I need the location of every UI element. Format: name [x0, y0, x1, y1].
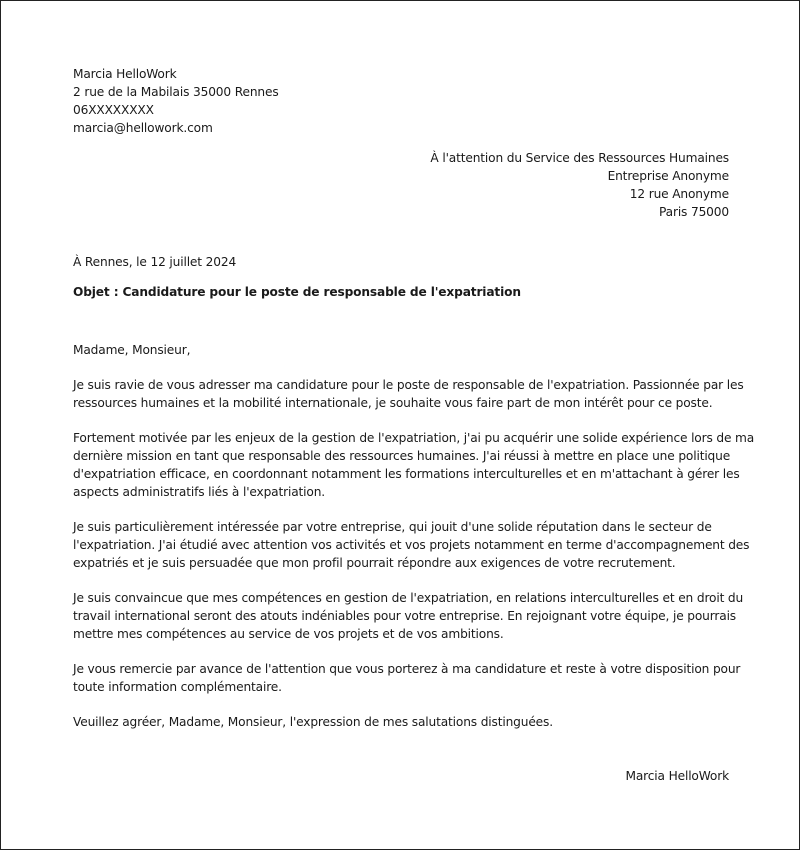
- paragraph-1: [73, 376, 744, 412]
- paragraph-5: [73, 660, 741, 696]
- paragraph-line: ressources humaines et la mobilité internationale, je souhaite vous faire part de mon intérêt pour ce poste.: [73, 396, 713, 410]
- sender-name: Marcia HelloWork: [73, 67, 177, 81]
- recipient-street: 12 rue Anonyme: [629, 187, 729, 201]
- paragraph-3: [73, 518, 750, 572]
- paragraph-line: Je suis particulièrement intéressée par votre entreprise, qui jouit d'une solide réputation dans le secteur de: [73, 520, 712, 534]
- paragraph-4: [73, 589, 744, 643]
- paragraph-line: d'expatriation efficace, en coordonnant notamment les formations interculturelles et en m'attachant à gérer les: [73, 467, 740, 481]
- paragraph-line: travail international seront des atouts indéniables pour votre entreprise. En rejoignant votre équipe, je pourrais: [73, 609, 737, 623]
- signature: Marcia HelloWork: [625, 769, 729, 783]
- date-line: À Rennes, le 12 juillet 2024: [73, 255, 237, 269]
- recipient-company: Entreprise Anonyme: [607, 169, 729, 183]
- paragraph-line: expatriés et je suis persuadée que mon profil pourrait répondre aux exigences de votre recrutement.: [73, 556, 676, 570]
- cover-letter: [73, 65, 755, 785]
- recipient-attention: À l'attention du Service des Ressources Humaines: [430, 151, 729, 165]
- sender-address: 2 rue de la Mabilais 35000 Rennes: [73, 85, 279, 99]
- paragraph-line: dernière mission en tant que responsable des ressources humaines. J'ai réussi à mettre en place une politique: [73, 449, 731, 463]
- recipient-city: Paris 75000: [658, 205, 729, 219]
- paragraph-2: [73, 429, 755, 501]
- closing-formula: Veuillez agréer, Madame, Monsieur, l'expression de mes salutations distinguées.: [73, 715, 553, 729]
- subject-line: Objet : Candidature pour le poste de responsable de l'expatriation: [73, 285, 521, 299]
- salutation: Madame, Monsieur,: [73, 343, 191, 357]
- paragraph-line: aspects administratifs liés à l'expatriation.: [73, 485, 326, 499]
- paragraph-line: Je suis ravie de vous adresser ma candidature pour le poste de responsable de l'expatriation. Passionnée par les: [73, 378, 744, 392]
- paragraph-line: l'expatriation. J'ai étudié avec attention vos activités et vos projets notamment en terme d'accompagnement des: [73, 538, 750, 552]
- paragraph-line: Fortement motivée par les enjeux de la gestion de l'expatriation, j'ai pu acquérir une solide expérience lors de ma: [73, 431, 755, 445]
- paragraph-line: mettre mes compétences au service de vos projets et de vos ambitions.: [73, 627, 504, 641]
- sender-block: [73, 65, 729, 137]
- sender-email: marcia@hellowork.com: [73, 121, 213, 135]
- sender-phone: 06XXXXXXXX: [73, 103, 154, 117]
- paragraph-line: Je vous remercie par avance de l'attention que vous porterez à ma candidature et reste à votre disposition pour: [73, 662, 741, 676]
- paragraph-line: Je suis convaincue que mes compétences en gestion de l'expatriation, en relations interculturelles et en droit du: [73, 591, 744, 605]
- paragraph-line: toute information complémentaire.: [73, 680, 282, 694]
- recipient-block: [73, 149, 729, 221]
